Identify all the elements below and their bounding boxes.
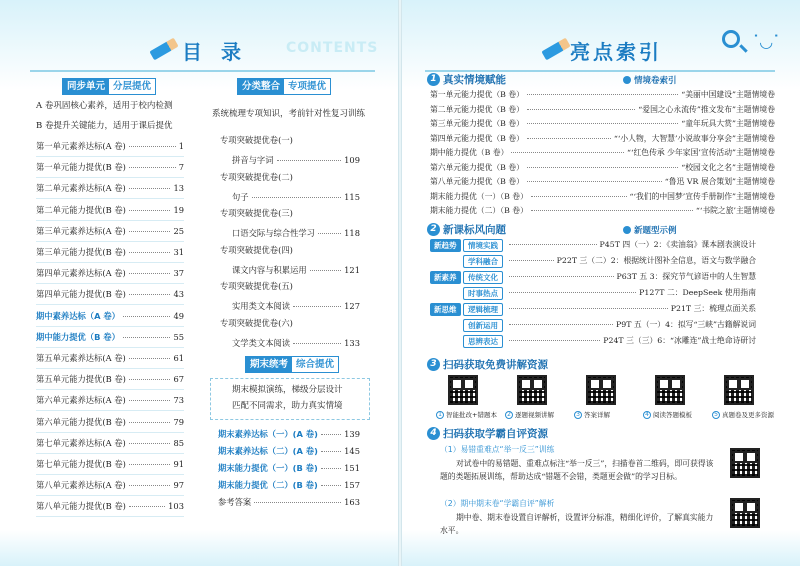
situation-row[interactable]	[430, 162, 775, 175]
toc-row[interactable]	[36, 140, 184, 154]
question-ref: P45T 四（一）2：《卖油翁》课本剧表演设计	[599, 240, 756, 249]
trend-tag: 新趋势	[430, 239, 461, 252]
toc-page: 73	[173, 395, 184, 406]
dot-leader	[509, 276, 614, 277]
sec4-title: 4 扫码获取学霸自评资源	[427, 426, 548, 441]
qr-text: 答案详解	[584, 411, 610, 419]
toc-label: 期末能力提优（一）(B 卷)	[218, 463, 318, 473]
toc-page: 163	[344, 497, 360, 507]
situation-paper: 第一单元能力提优（B 卷）	[430, 90, 524, 99]
qr-text: 真题卷及更多资源	[722, 411, 774, 419]
qr-number: 5	[712, 411, 720, 419]
toc-row[interactable]	[232, 191, 360, 205]
situation-paper: 第四单元能力提优（B 卷）	[430, 133, 524, 143]
sec4-para2: 期中卷、期末卷设置自评解析，设置评分标准，精细化评价，了解真实能力水平。	[440, 513, 714, 535]
toc-page: 43	[173, 289, 184, 300]
toc-page: 1	[178, 141, 184, 151]
new-question-row[interactable]	[506, 239, 756, 252]
qr-text: 智能批改+错题本	[446, 411, 497, 419]
qr-number: 4	[643, 411, 651, 419]
toc-row[interactable]	[218, 496, 360, 510]
situation-theme: “‘书院之旅’主题情境卷	[695, 206, 775, 215]
qr-code[interactable]	[724, 375, 754, 405]
situation-theme: “童年玩具大赏”主题情境卷	[681, 119, 775, 128]
dot-leader	[527, 94, 678, 95]
toc-page: 13	[173, 183, 184, 194]
row-divider	[36, 347, 184, 348]
toc-label: 第七单元能力提优(B 卷)	[36, 459, 126, 469]
dot-leader	[129, 400, 171, 401]
situation-theme: “美丽中国建设”主题情境卷	[681, 90, 775, 99]
toc-page: 61	[173, 353, 184, 363]
dot-leader	[129, 422, 171, 423]
sec4-sub1: （1）易错重难点“举一反三”训练	[440, 445, 555, 454]
smile-icon: ˙◡˙	[752, 32, 781, 51]
trend-tag: 新思维	[430, 303, 461, 316]
dot-leader	[321, 451, 341, 452]
tag-sync-unit: 同步单元 分层提优	[62, 78, 156, 95]
toc-row[interactable]	[36, 331, 184, 345]
dot-leader	[129, 464, 171, 465]
special-title: 专项突破提优卷(四)	[220, 244, 293, 255]
subtopic-tag: 逻辑梳理	[463, 303, 503, 316]
toc-page: 127	[344, 301, 360, 311]
col1-note-b: B 卷提升关键能力，适用于课后提优	[36, 121, 173, 131]
dot-leader	[527, 123, 678, 124]
toc-page: 67	[173, 374, 184, 385]
row-divider	[36, 432, 184, 433]
dot-leader	[527, 167, 678, 168]
toc-label: 文学类文本阅读	[232, 337, 291, 348]
dot-leader	[252, 197, 342, 198]
dot-leader	[509, 340, 600, 341]
toc-row[interactable]	[232, 227, 360, 241]
toc-label: 实用类文本阅读	[232, 301, 291, 311]
situation-paper: 第八单元能力提优（B 卷）	[430, 177, 524, 186]
dot-leader	[509, 308, 668, 309]
sec3-title: 3 扫码获取免费讲解资源	[427, 357, 548, 372]
qr-label	[436, 410, 497, 419]
situation-theme: “‘小人物，大智慧’小说故事分享会”主题情境卷	[613, 133, 775, 143]
dot-leader	[527, 138, 611, 139]
subtopic-tag: 学科融合	[463, 255, 503, 268]
toc-page: 145	[344, 446, 360, 456]
final-note-1: 期末模拟演练，梯级分层设计	[232, 385, 343, 395]
row-divider	[36, 304, 184, 305]
book-spine	[398, 0, 402, 566]
situation-row[interactable]	[430, 118, 775, 131]
sec1-title: 1 真实情境赋能	[427, 72, 506, 87]
special-title: 专项突破提优卷(三)	[220, 208, 293, 218]
dot-leader	[129, 167, 176, 168]
qr-text: 逐题视频讲解	[515, 411, 554, 419]
situation-row[interactable]	[430, 147, 775, 160]
toc-page: 157	[344, 480, 360, 490]
toc-page: 109	[344, 155, 360, 165]
dot-leader	[129, 188, 171, 189]
toc-page: 7	[178, 162, 184, 173]
toc-page: 118	[344, 228, 360, 238]
subtopic-tag: 思辨表达	[463, 335, 503, 348]
situation-paper: 期末能力提优（一）（B 卷）	[430, 191, 528, 201]
toc-page: 115	[344, 191, 360, 202]
dot-leader	[531, 196, 627, 197]
tag-final-exam: 期末统考 综合提优	[245, 356, 339, 373]
dot-leader	[129, 252, 171, 253]
toc-label: 第四单元能力提优(B 卷)	[36, 289, 126, 300]
toc-label: 句子	[232, 191, 249, 202]
subtopic-tag: 创新运用	[463, 319, 503, 332]
qr-code[interactable]	[517, 375, 547, 405]
dot-leader	[123, 316, 170, 317]
toc-page: 151	[344, 463, 360, 473]
toc-title: 目 录	[182, 40, 247, 64]
toc-page: 19	[173, 204, 184, 215]
toc-row[interactable]	[218, 428, 360, 442]
toc-row[interactable]	[36, 416, 184, 430]
dot-leader	[531, 210, 693, 211]
sec1-subtag: 情境卷索引	[623, 74, 677, 86]
toc-row[interactable]	[36, 394, 184, 408]
sec2-subtag: 新题型示例	[623, 224, 677, 236]
dot-leader	[321, 468, 341, 469]
situation-paper: 第二单元能力提优（B 卷）	[430, 104, 524, 114]
dot-leader	[277, 160, 342, 161]
col2-note: 系统梳理专项知识，考前针对性复习训练	[212, 109, 366, 119]
row-divider	[36, 389, 184, 390]
toc-label: 第一单元素养达标(A 卷)	[36, 141, 126, 151]
toc-page: 85	[173, 437, 184, 448]
situation-row[interactable]	[430, 205, 775, 218]
toc-page: 97	[173, 480, 184, 491]
situation-paper: 期中能力提优（B 卷）	[430, 148, 509, 157]
toc-label: 拼音与字词	[232, 155, 274, 165]
situation-row[interactable]	[430, 104, 775, 117]
dot-leader	[321, 434, 341, 435]
dot-leader	[293, 343, 341, 344]
dot-leader	[129, 146, 176, 147]
toc-label: 第二单元素养达标(A 卷)	[36, 183, 126, 194]
dot-leader	[129, 443, 171, 444]
dot-leader	[321, 485, 341, 486]
toc-row[interactable]	[232, 154, 360, 168]
toc-page: 55	[173, 331, 184, 342]
row-divider	[36, 495, 184, 496]
situation-paper: 第六单元能力提优（B 卷）	[430, 162, 524, 172]
dot-leader	[129, 358, 171, 359]
toc-row[interactable]	[36, 500, 184, 514]
dot-leader	[129, 506, 165, 507]
toc-row[interactable]	[36, 352, 184, 366]
toc-row[interactable]	[218, 479, 360, 493]
dot-leader	[509, 260, 554, 261]
toc-page: 49	[173, 310, 184, 321]
toc-label: 参考答案	[218, 497, 252, 507]
row-divider	[36, 156, 184, 157]
toc-row[interactable]	[36, 204, 184, 218]
qr-number: 1	[436, 411, 444, 419]
special-title: 专项突破提优卷(六)	[220, 317, 293, 328]
toc-page: 91	[173, 459, 184, 469]
special-title: 专项突破提优卷(二)	[220, 171, 293, 182]
toc-label: 第四单元素养达标(A 卷)	[36, 268, 126, 279]
contents-subtitle: CONTENTS	[286, 40, 379, 56]
situation-theme: “‘我们的中国梦’宣传手册制作”主题情境卷	[629, 191, 775, 201]
situation-paper: 期末能力提优（二）（B 卷）	[430, 206, 528, 215]
toc-row[interactable]	[36, 246, 184, 260]
dot-leader	[129, 231, 171, 232]
toc-row[interactable]	[218, 445, 360, 459]
row-divider	[36, 410, 184, 411]
subtopic-tag: 情境实践	[463, 239, 503, 252]
new-question-row[interactable]	[506, 335, 756, 348]
dot-leader	[527, 109, 635, 110]
dot-leader	[318, 233, 341, 234]
situation-theme: “鲁迅 VR 展合策划”主题情境卷	[664, 177, 775, 186]
toc-row[interactable]	[232, 300, 360, 314]
question-ref: P63T 五 3：探究节气谚语中的人生智慧	[616, 272, 756, 281]
row-divider	[36, 516, 184, 517]
toc-label: 第八单元素养达标(A 卷)	[36, 480, 126, 491]
toc-label: 第一单元能力提优(B 卷)	[36, 162, 126, 173]
new-question-row[interactable]	[506, 287, 756, 300]
qr-code-selftest-1[interactable]	[730, 448, 760, 478]
situation-paper: 第三单元能力提优（B 卷）	[430, 119, 524, 128]
special-title: 专项突破提优卷(五)	[220, 281, 293, 291]
final-note-2: 匹配不同需求，助力真实情境	[232, 401, 343, 411]
qr-label	[643, 410, 692, 419]
toc-row[interactable]	[218, 462, 360, 476]
trend-tag: 新素养	[430, 271, 461, 284]
toc-row[interactable]	[36, 479, 184, 493]
dot-leader	[254, 502, 341, 503]
toc-label: 第三单元能力提优(B 卷)	[36, 247, 126, 257]
situation-row[interactable]	[430, 191, 775, 204]
toc-page: 31	[173, 247, 184, 257]
toc-label: 第六单元能力提优(B 卷)	[36, 416, 126, 427]
toc-label: 期末能力提优（二）(B 卷)	[218, 480, 318, 490]
situation-theme: “校园文化之名”主题情境卷	[681, 162, 775, 172]
qr-code[interactable]	[655, 375, 685, 405]
new-question-row[interactable]	[506, 271, 756, 284]
question-ref: P21T 三：梳理点面关系	[670, 304, 756, 313]
magnifier-icon	[722, 30, 740, 48]
dot-leader	[129, 485, 171, 486]
sec2-title: 2 新课标风向题	[427, 222, 506, 237]
toc-page: 25	[173, 225, 184, 236]
toc-row[interactable]	[36, 373, 184, 387]
row-divider	[36, 220, 184, 221]
qr-number: 3	[574, 411, 582, 419]
toc-label: 期末素养达标（二）(A 卷)	[218, 446, 318, 456]
qr-text: 阅读答题模板	[653, 411, 692, 419]
dot-leader	[527, 181, 662, 182]
toc-label: 第二单元能力提优(B 卷)	[36, 204, 126, 215]
row-divider	[36, 241, 184, 242]
toc-row[interactable]	[36, 161, 184, 175]
dot-leader	[129, 294, 171, 295]
toc-page: 103	[168, 501, 184, 512]
toc-label: 第五单元素养达标(A 卷)	[36, 353, 126, 363]
toc-label: 第六单元素养达标(A 卷)	[36, 395, 126, 406]
sec4-para1: 对试卷中的易错题、重难点标注“举一反三”，扫描卷首二维码，即可获得该题的类题拓展训练，帮助达成“错题不会错，类题更会做”的学习目标。	[440, 459, 714, 481]
row-divider	[36, 198, 184, 199]
dot-leader	[129, 379, 171, 380]
row-divider	[36, 283, 184, 284]
new-question-row[interactable]	[506, 319, 756, 332]
dot-leader	[509, 324, 613, 325]
subtopic-tag: 时事热点	[463, 287, 503, 300]
toc-label: 期中能力提优（B 卷）	[36, 331, 120, 342]
toc-row[interactable]	[36, 267, 184, 281]
row-divider	[36, 368, 184, 369]
col1-note-a: A 卷巩固核心素养，适用于校内检测	[36, 101, 173, 111]
qr-label	[505, 410, 554, 419]
toc-row[interactable]	[36, 437, 184, 451]
question-ref: P24T 三（三）6：“冰雕连”战士绝命诗研讨	[603, 336, 756, 345]
dot-leader	[509, 244, 597, 245]
situation-row[interactable]	[430, 133, 775, 146]
special-title: 专项突破提优卷(一)	[220, 135, 293, 145]
toc-row[interactable]	[36, 458, 184, 472]
toc-page: 79	[173, 416, 184, 427]
dot-leader	[509, 292, 636, 293]
dot-leader	[129, 210, 171, 211]
question-ref: P9T 五（一）4：拟写“三峡”古籍解说词	[616, 320, 756, 329]
dot-leader	[123, 337, 171, 338]
question-ref: P22T 三（二）2：根据统计图补全信息，语文与数学融合	[556, 256, 756, 265]
toc-page: 121	[344, 264, 360, 275]
highlights-title: 亮点索引	[570, 40, 662, 64]
new-question-row[interactable]	[506, 255, 756, 268]
toc-row[interactable]	[36, 288, 184, 302]
toc-label: 期末素养达标（一）(A 卷)	[218, 429, 318, 439]
situation-theme: “‘红色传承 少年家国’宣传活动”主题情境卷	[627, 148, 775, 157]
row-divider	[36, 453, 184, 454]
sec4-sub2: （2）期中期末卷“学霸自评”解析	[440, 499, 555, 508]
situation-row[interactable]	[430, 176, 775, 189]
qr-code-selftest-2[interactable]	[730, 498, 760, 528]
toc-row[interactable]	[36, 182, 184, 196]
toc-label: 第五单元能力提优(B 卷)	[36, 374, 126, 385]
toc-label: 第三单元素养达标(A 卷)	[36, 225, 126, 236]
new-question-row[interactable]	[506, 303, 756, 316]
dot-leader	[511, 152, 624, 153]
toc-page: 133	[344, 337, 360, 348]
subtopic-tag: 传统文化	[463, 271, 503, 284]
qr-label	[712, 410, 774, 419]
toc-page: 139	[344, 429, 360, 439]
toc-label: 口语交际与综合性学习	[232, 228, 315, 238]
row-divider	[36, 326, 184, 327]
toc-label: 期中素养达标（A 卷）	[36, 310, 120, 321]
dot-leader	[129, 273, 171, 274]
question-ref: P127T 二：DeepSeek 使用指南	[639, 288, 756, 297]
row-divider	[36, 262, 184, 263]
toc-row[interactable]	[232, 337, 360, 351]
toc-row[interactable]	[36, 310, 184, 324]
qr-code[interactable]	[586, 375, 616, 405]
row-divider	[36, 177, 184, 178]
header-divider	[30, 70, 375, 72]
toc-page: 37	[173, 268, 184, 279]
qr-number: 2	[505, 411, 513, 419]
tag-category-integration: 分类整合 专项提优	[237, 78, 331, 95]
situation-theme: “爱国之心永流传”推文发布”主题情境卷	[638, 104, 775, 114]
qr-label	[574, 410, 610, 419]
qr-code[interactable]	[448, 375, 478, 405]
dot-leader	[293, 306, 341, 307]
toc-label: 课文内容与积累运用	[232, 264, 307, 275]
situation-row[interactable]	[430, 89, 775, 102]
toc-label: 第七单元素养达标(A 卷)	[36, 437, 126, 448]
row-divider	[36, 474, 184, 475]
toc-row[interactable]	[232, 264, 360, 278]
toc-label: 第八单元能力提优(B 卷)	[36, 501, 126, 512]
toc-row[interactable]	[36, 225, 184, 239]
dot-leader	[310, 270, 341, 271]
